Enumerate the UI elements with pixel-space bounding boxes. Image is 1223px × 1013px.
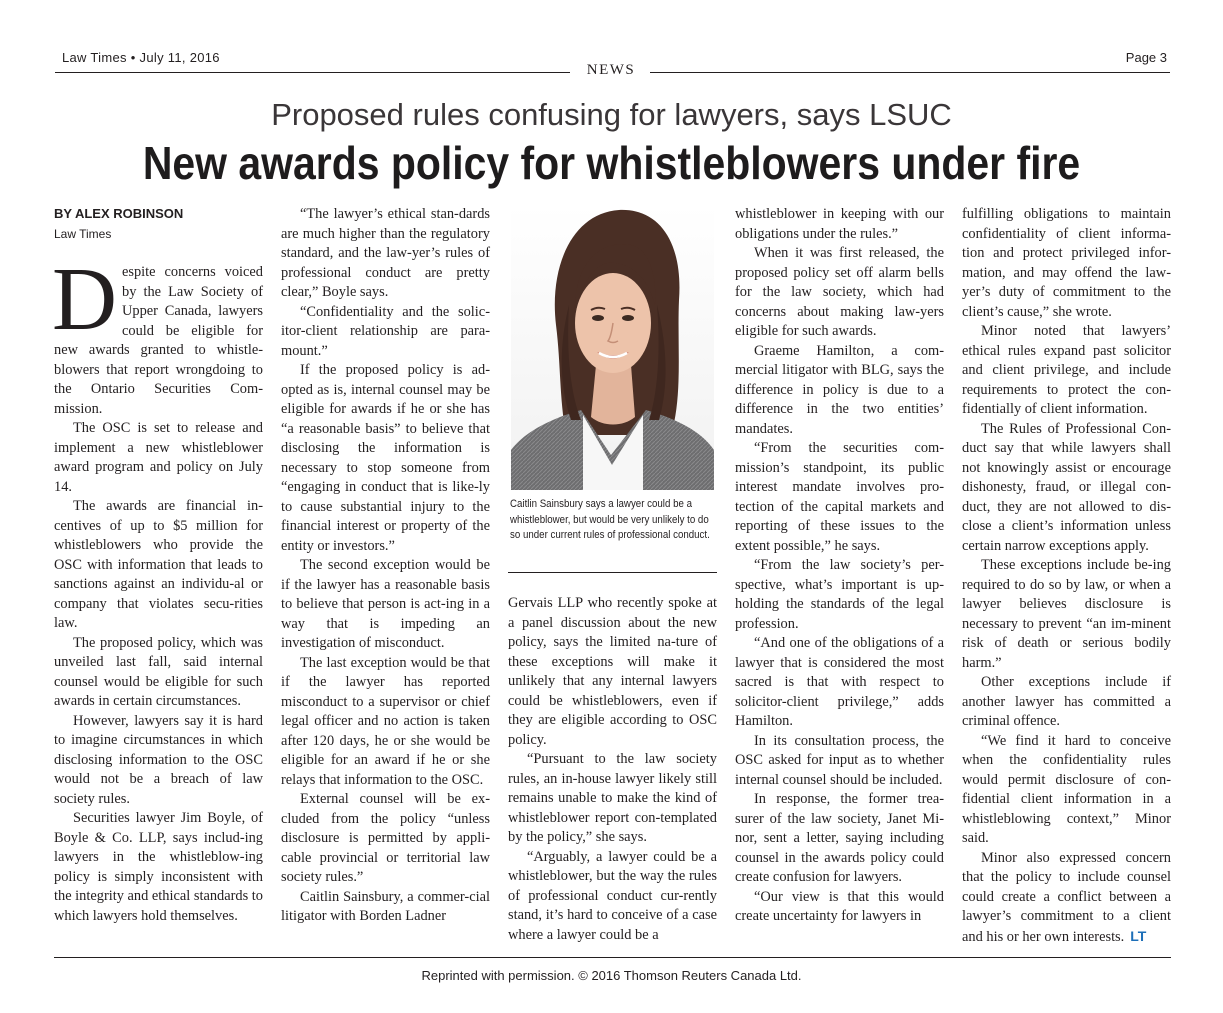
- paragraph: The second exception would be if the lawyer has a reasonable basis to believe that person is act-ing in a way that is impeding an investigation of misconduct.: [281, 557, 490, 651]
- paragraph: Graeme Hamilton, a com-mercial litigator with BLG, says the difference in policy is due to a difference in the two entities’ mandates.: [735, 342, 944, 437]
- article-column-5: [962, 205, 1171, 947]
- paragraph: Minor also expressed concern that the policy to include counsel could create a conflict between a lawyer’s commitment to a client and his or her own interests. LT: [962, 849, 1171, 945]
- article-column-2: [281, 205, 490, 927]
- separator-bullet: •: [130, 50, 136, 65]
- paragraph: “Pursuant to the law society rules, an in-house lawyer likely still remains unable to make the kind of whistleblower report con-templated by the policy,” she says.: [508, 751, 717, 845]
- paragraph: These exceptions include be-ing required to do so by law, or when a lawyer believes disclosure is necessary to prevent “an im-minent risk of death or serious bodily harm.”: [962, 557, 1171, 671]
- section-label: NEWS: [586, 62, 636, 78]
- paragraph: “We find it hard to conceive when the confidentiality rules would permit disclosure of con-fidential client information in a whistleblowing context,” Minor said.: [962, 732, 1171, 846]
- paragraph: Despite concerns voiced by the Law Society of Upper Canada, lawyers could be eligible for new awards granted to whistle-blowers that report wrongdoing to the Ontario Securities Com-mission.: [52, 250, 263, 417]
- byline-publication: Law Times: [54, 227, 112, 241]
- reprint-notice: Reprinted with permission. © 2016 Thomson Reuters Canada Ltd.: [421, 968, 802, 983]
- paragraph: “Arguably, a lawyer could be a whistleblower, but the way the rules of professional conduct cur-rently stand, it’s hard to conceive of a case where a lawyer could be a: [508, 848, 717, 943]
- paragraph: In response, the former trea-surer of the law society, Janet Mi-nor, sent a letter, saying including counsel in the awards policy could create confusion for lawyers.: [735, 791, 944, 885]
- paragraph: Minor noted that lawyers’ ethical rules expand past solicitor and client privilege, and include requirements to protect the con-fidentially of client information.: [962, 323, 1171, 417]
- paragraph: “Confidentiality and the solic-itor-client relationship are para-mount.”: [281, 303, 490, 359]
- paragraph: In its consultation process, the OSC asked for input as to whether internal counsel should be included.: [735, 732, 944, 788]
- paragraph: If the proposed policy is ad-opted as is, internal counsel may be eligible for awards if he or she has “a reasonable basis” to believe that disclosing the information is necessary to stop someone from “engaging in conduct that is like-ly to cause substantial injury to the financial interest or property of the entity or investors.”: [281, 362, 490, 554]
- article-column-4: [735, 205, 944, 927]
- drop-cap: D: [52, 250, 117, 349]
- footer-rule: [54, 957, 1171, 958]
- paragraph: The OSC is set to release and implement a new whistleblower award program and policy on July 14.: [54, 420, 263, 495]
- paragraph: External counsel will be ex-cluded from the policy “unless disclosure is permitted by appli-cable provincial or territorial law society rules.”: [281, 791, 490, 885]
- paragraph: Securities lawyer Jim Boyle, of Boyle & Co. LLP, says includ-ing lawyers in the whistleblow-ing policy is simply inconsistent with the integrity and ethical standards to which lawyers hold themselves.: [54, 810, 264, 924]
- photo-caption: Caitlin Sainsbury says a lawyer could be a whistleblower, but would be very unlikely to do so under current rules of professional conduct.: [510, 498, 710, 541]
- article-headline: New awards policy for whistleblowers under fire: [142, 137, 1081, 189]
- paragraph: The proposed policy, which was unveiled last fall, said internal counsel would be eligible for such awards in certain circumstances.: [54, 634, 263, 709]
- article-column-1: [52, 250, 264, 926]
- header-rule-left: [55, 72, 570, 73]
- paragraph: The last exception would be that if the lawyer has reported misconduct to a supervisor or chief legal officer and no action is taken after 120 days, he or she would be eligible for an award if he or she relays that information to the OSC.: [281, 654, 490, 788]
- paragraph: The Rules of Professional Con-duct say that while lawyers shall not knowingly assist or encourage dishonesty, fraud, or illegal con-duct, they are not allowed to dis-close a client’s information unless certain narrow exceptions apply.: [962, 420, 1171, 554]
- article-column-3: [508, 594, 717, 945]
- paragraph: The awards are financial in-centives of up to $5 million for whistleblowers who provide the OSC with information that leads to sanctions against an individu-al or company that violates secu-rities law.: [54, 498, 263, 631]
- paragraph: However, lawyers say it is hard to imagine circumstances in which disclosing information to the OSC would not be a breach of law society rules.: [54, 712, 263, 807]
- header-rule-right: [650, 72, 1170, 73]
- paragraph: Other exceptions include if another lawyer has committed a criminal offence.: [962, 674, 1171, 729]
- byline: BY ALEX ROBINSON: [54, 206, 184, 221]
- end-mark-lt: LT: [1130, 927, 1147, 944]
- article-kicker: Proposed rules confusing for lawyers, says LSUC: [271, 97, 952, 132]
- paragraph: “Our view is that this would create uncertainty for lawyers in: [735, 888, 944, 924]
- paragraph: “And one of the obligations of a lawyer that is considered the most sacred is that with respect to solicitor-client privilege,” adds Hamilton.: [735, 635, 944, 729]
- paragraph: Caitlin Sainsbury, a commer-cial litigator with Borden Ladner: [281, 888, 490, 924]
- page-number: Page 3: [1125, 50, 1167, 65]
- issue-date: July 11, 2016: [139, 50, 220, 65]
- paragraph: “The lawyer’s ethical stan-dards are much higher than the regulatory standard, and the law-yer’s rules of professional conduct are pretty clear,” Boyle says.: [281, 206, 490, 300]
- portrait-photo: [511, 205, 714, 490]
- paragraph: whistleblower in keeping with our obligations under the rules.”: [735, 206, 944, 242]
- running-header-left: [62, 50, 220, 65]
- paragraph: “From the law society’s per-spective, what’s important is up-holding the standards of the legal profession.: [735, 557, 944, 632]
- portrait-illustration: [511, 205, 714, 490]
- paragraph: When it was first released, the proposed policy set off alarm bells for the law society, which had concerns about making law-yers eligible for such awards.: [735, 245, 944, 339]
- paragraph: Gervais LLP who recently spoke at a panel discussion about the new policy, says the limited na-ture of these exceptions will make it unlikely that any internal lawyers could be whistleblowers, even if they are eligible according to OSC policy.: [508, 595, 717, 748]
- paragraph: fulfilling obligations to maintain confidentiality of client informa-tion and protect privileged infor-mation, and may offend the law-yer’s duty of commitment to the client’s cause,” she wrote.: [962, 206, 1171, 320]
- publication-name: Law Times: [62, 50, 127, 65]
- paragraph: “From the securities com-mission’s standpoint, its public interest mandate involves pro-tection of the capital markets and reporting of these issues to the extent possible,” he says.: [735, 440, 944, 554]
- caption-rule: [508, 572, 717, 573]
